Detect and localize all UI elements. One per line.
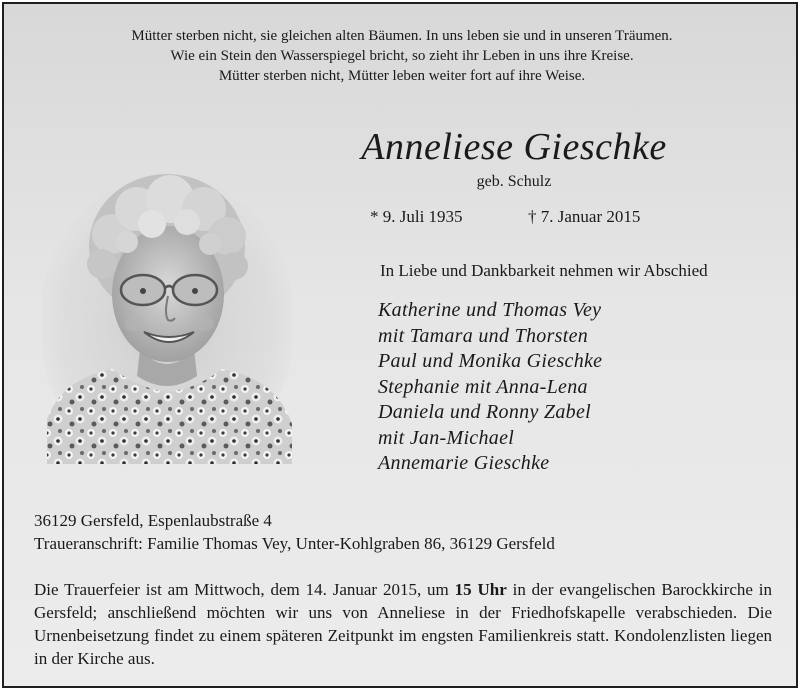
mourner-item: Katherine und Thomas Vey — [378, 299, 602, 321]
farewell-line: In Liebe und Dankbarkeit nehmen wir Abschied — [380, 261, 708, 280]
mourners-list — [378, 298, 602, 477]
service-details — [34, 578, 772, 670]
mourner-item: mit Jan-Michael — [378, 426, 515, 449]
poem — [4, 26, 798, 86]
service-text-after: in der evangelischen Barockkirche in Gersfeld; anschließend möchten wir uns von Anneliese in der Friedhofskapelle verabschieden. Die Urnenbeisetzung findet zu einem späteren Zeitpunkt im engsten Familienkreis statt. Kondolenzlisten liegen in der Kirche aus. — [34, 580, 773, 668]
portrait-photo — [42, 164, 292, 464]
mourner-item: Daniela und Ronny Zabel — [378, 401, 591, 423]
poem-line: Mütter sterben nicht, sie gleichen alten Bäumen. In uns leben sie und in unseren Träumen. — [131, 28, 673, 44]
poem-line: Wie ein Stein den Wasserspiegel bricht, so zieht ihr Leben in uns ihre Kreise. — [170, 48, 634, 64]
service-text-before: Die Trauerfeier ist am Mittwoch, dem 14. Januar 2015, um — [34, 580, 455, 599]
mourner-item: Paul und Monika Gieschke — [378, 350, 603, 372]
obituary-notice — [2, 2, 798, 688]
birth-date: * 9. Juli 1935 — [370, 207, 463, 226]
maiden-name: geb. Schulz — [476, 173, 552, 190]
mourner-item: Annemarie Gieschke — [378, 452, 550, 474]
address-block — [34, 509, 555, 555]
service-time: 15 Uhr — [454, 580, 507, 599]
death-date: † 7. Januar 2015 — [528, 207, 641, 226]
poem-line: Mütter sterben nicht, Mütter leben weiter fort auf ihre Weise. — [218, 68, 586, 84]
deceased-name: Anneliese Gieschke — [361, 126, 667, 168]
mourner-item: Stephanie mit Anna-Lena — [378, 375, 588, 398]
home-address: 36129 Gersfeld, Espenlaubstraße 4 — [34, 511, 272, 530]
mourning-address: Traueranschrift: Familie Thomas Vey, Unter-Kohlgraben 86, 36129 Gersfeld — [34, 534, 555, 553]
mourner-item: mit Tamara und Thorsten — [378, 324, 589, 347]
